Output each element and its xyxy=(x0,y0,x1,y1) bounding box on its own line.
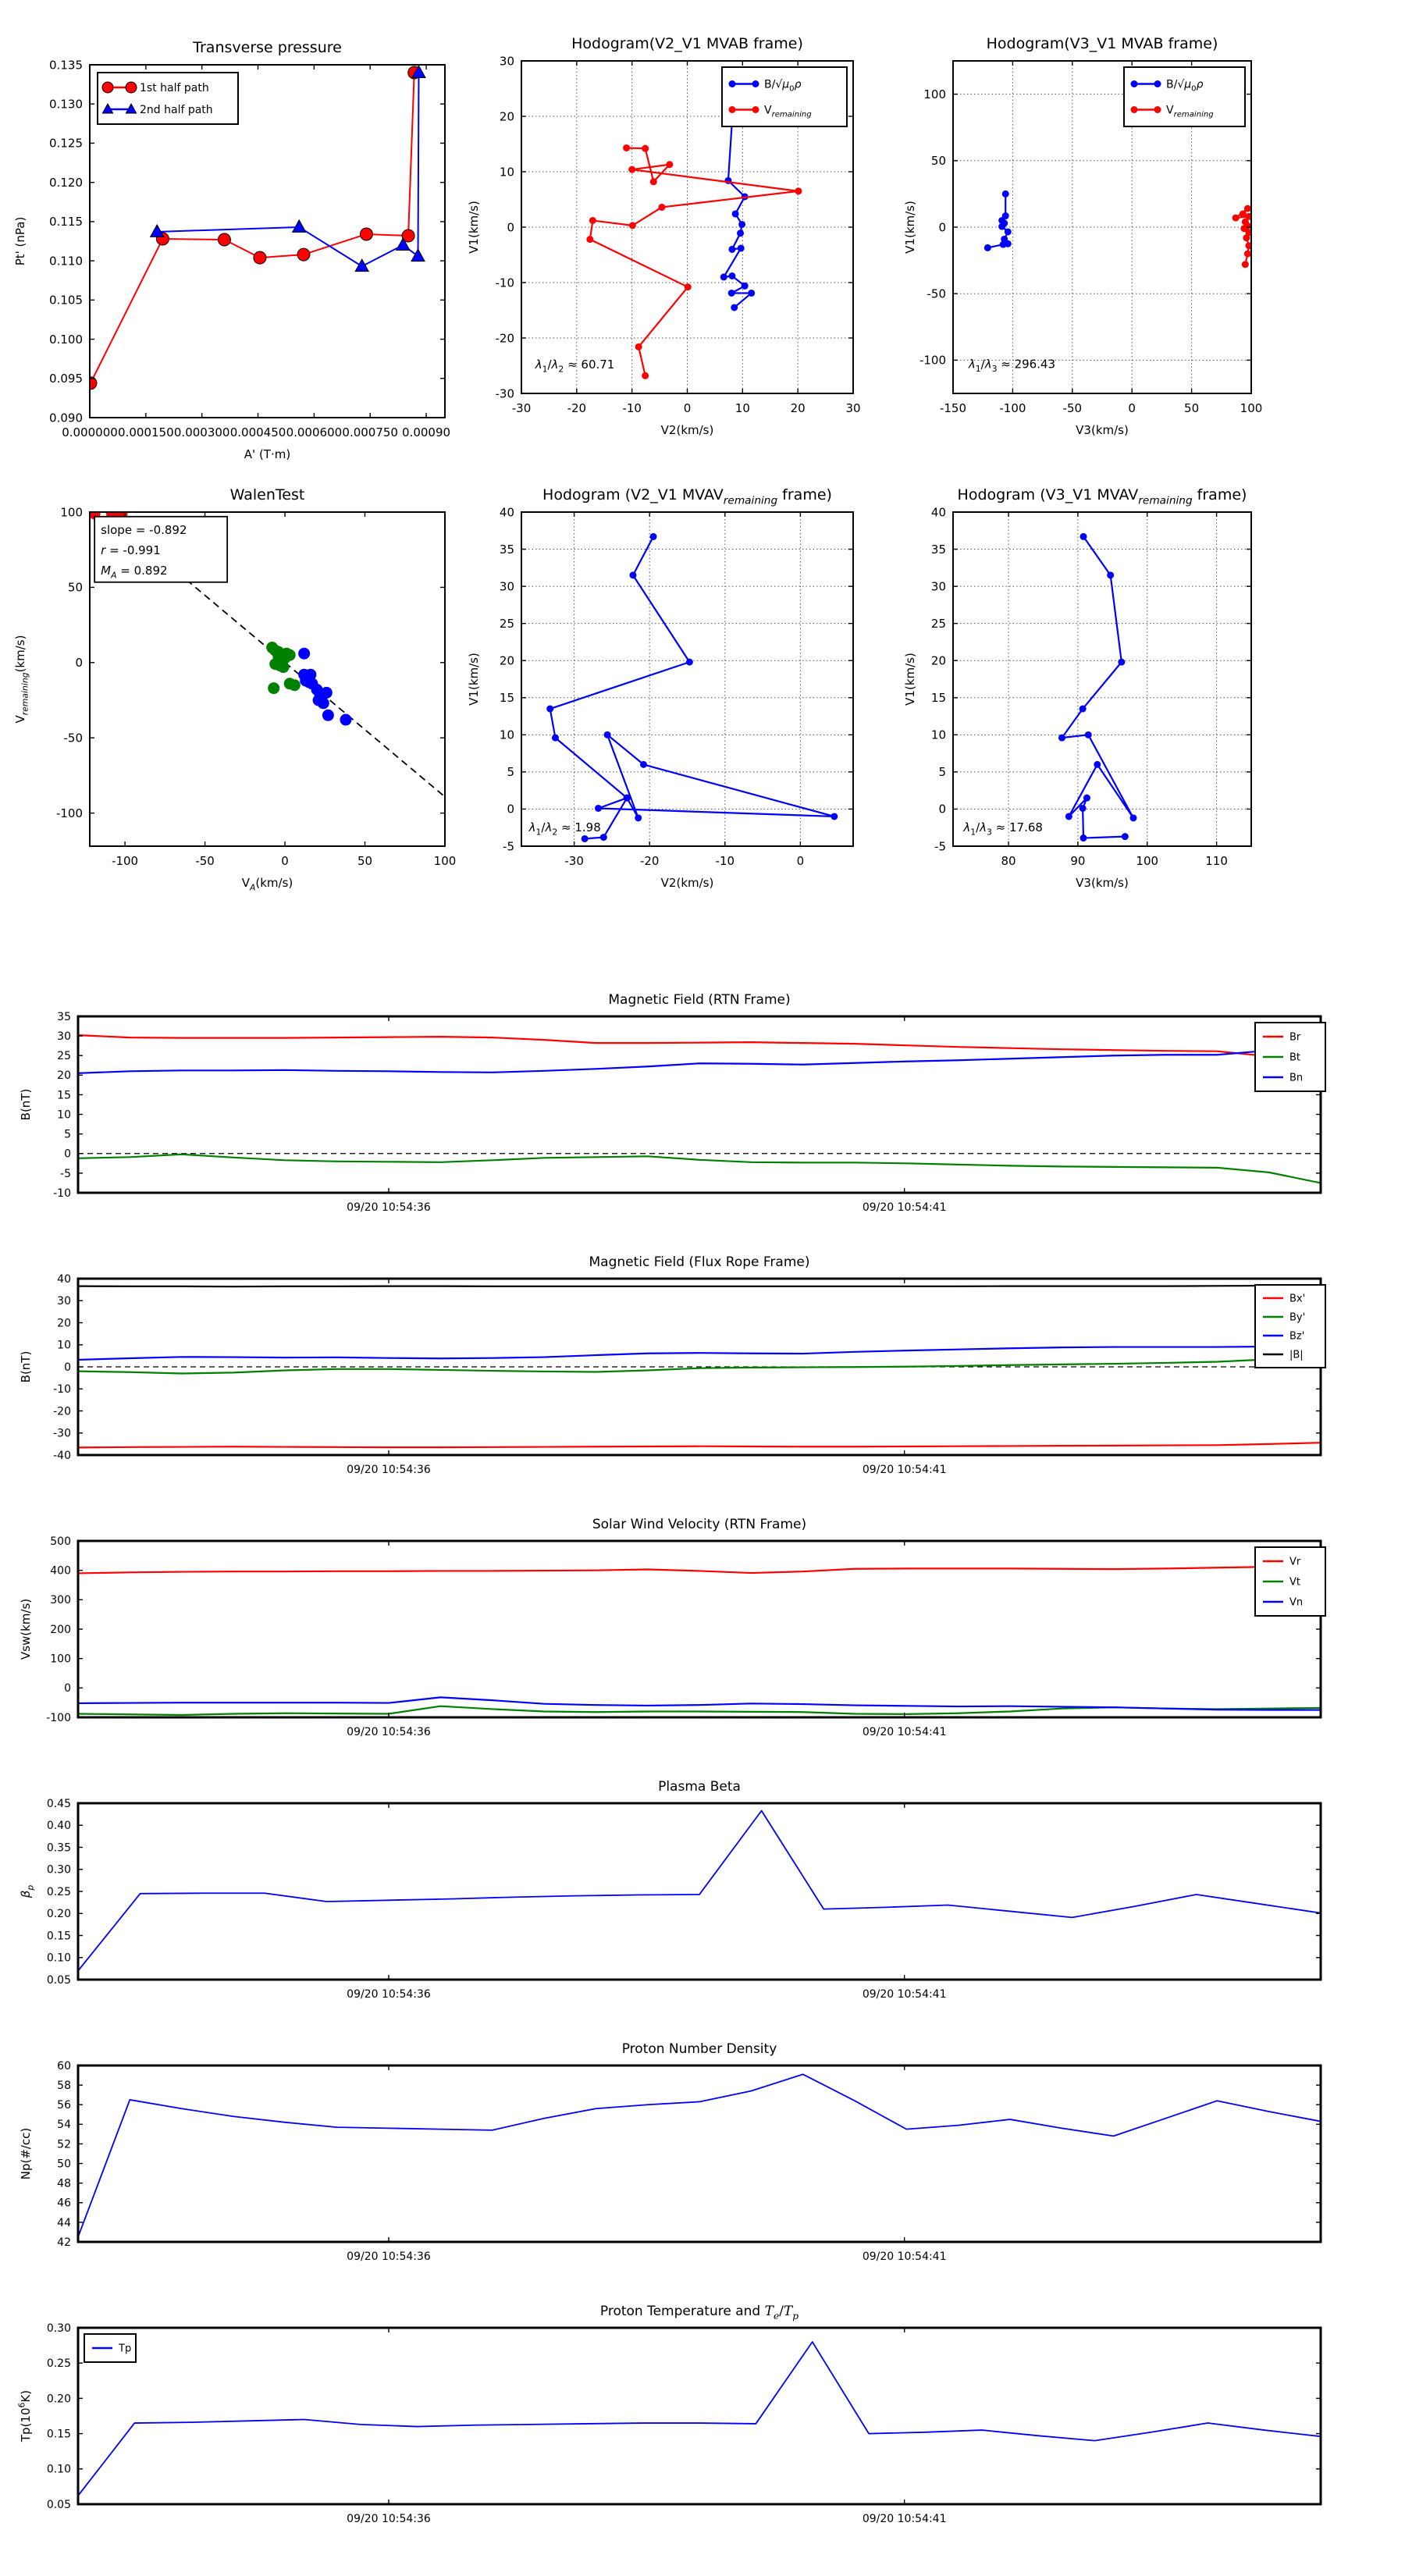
chart-walen-test xyxy=(0,462,468,937)
svg-text:0.10: 0.10 xyxy=(46,1952,71,1965)
svg-text:20: 20 xyxy=(57,1069,71,1083)
svg-text:20: 20 xyxy=(930,653,946,668)
svg-text:Transverse pressure: Transverse pressure xyxy=(193,39,342,56)
svg-text:0: 0 xyxy=(938,220,946,235)
svg-text:0.15: 0.15 xyxy=(46,1930,71,1943)
svg-text:V3(km/s): V3(km/s) xyxy=(1076,876,1129,890)
svg-text:35: 35 xyxy=(930,542,946,557)
svg-text:-100: -100 xyxy=(112,854,139,868)
svg-text:50: 50 xyxy=(67,580,83,595)
svg-text:110: 110 xyxy=(1205,854,1228,868)
svg-text:Proton Temperature and Te/Tp: Proton Temperature and $T_e/T_p$ xyxy=(599,2304,799,2322)
svg-text:-150: -150 xyxy=(939,401,967,415)
svg-text:0.090: 0.090 xyxy=(49,411,83,425)
svg-text:-20: -20 xyxy=(567,401,587,415)
svg-text:52: 52 xyxy=(57,2138,71,2151)
svg-text:-100: -100 xyxy=(55,806,83,820)
svg-text:Hodogram(V3_V1 MVAB frame): Hodogram(V3_V1 MVAB frame) xyxy=(986,35,1218,52)
svg-text:-10: -10 xyxy=(715,854,735,868)
svg-text:λ1/λ2 ≈ 60.71: $\lambda_1/\lambda_2 \approx 60.71$ xyxy=(535,358,615,375)
svg-text:0: 0 xyxy=(75,656,83,671)
svg-text:B(nT): B(nT) xyxy=(19,1088,33,1121)
svg-text:Vn: Vn xyxy=(1289,1596,1304,1609)
svg-text:15: 15 xyxy=(57,1089,71,1102)
svg-text:WalenTest: WalenTest xyxy=(229,486,305,503)
svg-text:V1(km/s): V1(km/s) xyxy=(467,201,481,254)
svg-text:5: 5 xyxy=(938,765,946,780)
svg-text:09/20 10:54:36: 09/20 10:54:36 xyxy=(347,1988,431,2001)
svg-text:0.110: 0.110 xyxy=(49,254,83,269)
svg-text:10: 10 xyxy=(499,728,514,742)
svg-text:-40: -40 xyxy=(53,1449,71,1462)
svg-text:0.135: 0.135 xyxy=(49,58,83,73)
svg-text:-100: -100 xyxy=(999,401,1026,415)
svg-text:100: 100 xyxy=(60,505,83,520)
svg-text:09/20 10:54:41: 09/20 10:54:41 xyxy=(862,2513,947,2525)
svg-text:09/20 10:54:36: 09/20 10:54:36 xyxy=(347,1464,431,1476)
svg-text:-50: -50 xyxy=(63,731,83,745)
svg-text:09/20 10:54:41: 09/20 10:54:41 xyxy=(862,1464,947,1476)
svg-text:0.05: 0.05 xyxy=(46,1973,71,1987)
svg-text:Hodogram(V2_V1 MVAB frame): Hodogram(V2_V1 MVAB frame) xyxy=(571,35,803,52)
svg-text:5: 5 xyxy=(64,1128,71,1141)
svg-text:40: 40 xyxy=(930,505,946,520)
svg-text:100: 100 xyxy=(923,87,946,101)
svg-text:35: 35 xyxy=(499,542,514,557)
svg-text:-100: -100 xyxy=(46,1711,71,1724)
svg-text:56: 56 xyxy=(57,2099,71,2112)
svg-text:0.00090: 0.00090 xyxy=(402,425,451,439)
svg-text:15: 15 xyxy=(499,691,514,706)
svg-text:Vremaining: $V_{remaining}$ xyxy=(1166,104,1214,119)
svg-text:0.000750: 0.000750 xyxy=(342,425,398,439)
chart-proton-number-density xyxy=(0,2017,1405,2279)
svg-text:100: 100 xyxy=(50,1653,71,1666)
svg-text:30: 30 xyxy=(845,401,861,415)
svg-text:48: 48 xyxy=(57,2177,71,2190)
svg-text:0.35: 0.35 xyxy=(46,1841,71,1855)
svg-text:1st half path: 1st half path xyxy=(140,81,209,94)
chart-hodogram-v2v1-mvab xyxy=(453,6,921,459)
chart-hodogram-v3v1-mvab xyxy=(905,6,1405,459)
svg-text:54: 54 xyxy=(57,2119,71,2132)
svg-text:42: 42 xyxy=(57,2236,71,2249)
svg-text:25: 25 xyxy=(930,616,946,631)
chart-mag-field-flux-rope xyxy=(0,1230,1405,1493)
svg-text:Vt: Vt xyxy=(1289,1576,1300,1589)
svg-text:0.45: 0.45 xyxy=(46,1797,71,1810)
svg-text:λ1/λ3 ≈ 17.68: $\lambda_1/\lambda_3 \approx 17.68$ xyxy=(963,820,1043,838)
svg-text:-20: -20 xyxy=(639,854,660,868)
svg-text:09/20 10:54:41: 09/20 10:54:41 xyxy=(862,2250,947,2263)
svg-text:09/20 10:54:36: 09/20 10:54:36 xyxy=(347,2250,431,2263)
svg-text:10: 10 xyxy=(930,728,946,742)
svg-text:Pt' (nPa): Pt' (nPa) xyxy=(13,216,27,266)
svg-text:50: 50 xyxy=(357,854,373,868)
chart-hodogram-v3v1-mvav xyxy=(905,462,1405,937)
svg-text:λ1/λ2 ≈ 1.98: $\lambda_1/\lambda_2 \approx 1.98$ xyxy=(528,820,601,838)
svg-text:Bz': Bz' xyxy=(1289,1330,1305,1343)
svg-text:V3(km/s): V3(km/s) xyxy=(1076,423,1129,437)
svg-text:0.100: 0.100 xyxy=(49,332,83,347)
svg-text:Bt: Bt xyxy=(1289,1051,1301,1064)
svg-text:0: 0 xyxy=(64,1361,71,1374)
svg-text:10: 10 xyxy=(499,165,514,180)
chart-hodogram-v2v1-mvav xyxy=(453,462,921,937)
svg-text:VA(km/s): $V_A(km/s)$ xyxy=(241,876,293,893)
svg-text:30: 30 xyxy=(57,1030,71,1044)
svg-text:-20: -20 xyxy=(53,1405,71,1418)
svg-text:0.20: 0.20 xyxy=(46,1908,71,1921)
svg-text:Tp: Tp xyxy=(119,2343,132,2355)
svg-text:0.25: 0.25 xyxy=(46,2357,71,2371)
svg-text:09/20 10:54:36: 09/20 10:54:36 xyxy=(347,2513,431,2525)
svg-text:20: 20 xyxy=(57,1317,71,1330)
svg-text:r = -0.991: r = -0.991 xyxy=(101,543,161,558)
svg-text:0: 0 xyxy=(683,401,692,415)
svg-text:09/20 10:54:41: 09/20 10:54:41 xyxy=(862,1726,947,1738)
svg-text:100: 100 xyxy=(433,854,457,868)
svg-text:0.000150: 0.000150 xyxy=(118,425,174,439)
svg-text:-10: -10 xyxy=(622,401,642,415)
svg-text:Hodogram (V3_V1 MVAVremaining: Hodogram (V3_V1 $MVAV_{remaining}$ frame) xyxy=(957,486,1247,507)
chart-plasma-beta xyxy=(0,1755,1405,2017)
svg-text:0: 0 xyxy=(1128,401,1136,415)
svg-text:25: 25 xyxy=(499,616,514,631)
svg-text:Hodogram (V2_V1 MVAVremaining: Hodogram (V2_V1 $MVAV_{remaining}$ frame) xyxy=(542,486,832,507)
svg-text:B(nT): B(nT) xyxy=(19,1350,33,1383)
svg-text:Np(#/cc): Np(#/cc) xyxy=(19,2127,33,2180)
svg-text:0.095: 0.095 xyxy=(49,372,83,386)
svg-text:0.115: 0.115 xyxy=(49,215,83,229)
chart-transverse-pressure xyxy=(0,6,468,459)
svg-text:0.000600: 0.000600 xyxy=(286,425,343,439)
chart-solar-wind-velocity xyxy=(0,1493,1405,1755)
svg-text:15: 15 xyxy=(930,691,946,706)
chart-proton-temperature xyxy=(0,2279,1405,2542)
svg-text:Vremaining: $V_{remaining}$ xyxy=(764,104,812,119)
svg-text:-50: -50 xyxy=(927,286,946,301)
svg-text:-30: -30 xyxy=(495,386,514,401)
svg-text:50: 50 xyxy=(57,2158,71,2171)
svg-text:40: 40 xyxy=(499,505,514,520)
svg-text:0.30: 0.30 xyxy=(46,1863,71,1877)
svg-text:2nd half path: 2nd half path xyxy=(140,103,213,116)
svg-text:200: 200 xyxy=(50,1623,71,1636)
svg-text:-30: -30 xyxy=(564,854,584,868)
svg-text:0.125: 0.125 xyxy=(49,136,83,151)
svg-text:By': By' xyxy=(1289,1311,1306,1324)
svg-text:V1(km/s): V1(km/s) xyxy=(903,653,917,706)
svg-text:100: 100 xyxy=(1240,401,1263,415)
svg-text:-100: -100 xyxy=(919,353,946,368)
svg-text:A' (T·m): A' (T·m) xyxy=(244,447,291,461)
svg-text:0.130: 0.130 xyxy=(49,97,83,112)
svg-text:30: 30 xyxy=(499,54,514,69)
svg-text:5: 5 xyxy=(507,765,514,780)
svg-text:λ1/λ3 ≈ 296.43: $\lambda_1/\lambda_3 \approx 296.43$ xyxy=(968,357,1056,375)
svg-text:-5: -5 xyxy=(934,839,946,854)
svg-text:Br: Br xyxy=(1289,1031,1301,1044)
svg-text:09/20 10:54:36: 09/20 10:54:36 xyxy=(347,1726,431,1738)
svg-text:20: 20 xyxy=(790,401,806,415)
svg-text:35: 35 xyxy=(57,1010,71,1023)
svg-text:58: 58 xyxy=(57,2080,71,2093)
svg-text:30: 30 xyxy=(930,579,946,594)
svg-text:0: 0 xyxy=(281,854,289,868)
svg-text:25: 25 xyxy=(57,1050,71,1063)
svg-text:80: 80 xyxy=(1001,854,1016,868)
svg-text:10: 10 xyxy=(735,401,750,415)
svg-text:V2(km/s): V2(km/s) xyxy=(660,423,714,437)
svg-text:0: 0 xyxy=(64,1682,71,1695)
svg-text:-30: -30 xyxy=(53,1427,71,1440)
svg-text:Vremaining(km/s): $V_{remaining}(km/s)$ xyxy=(13,635,30,724)
svg-text:0.15: 0.15 xyxy=(46,2428,71,2441)
svg-text:40: 40 xyxy=(57,1272,71,1286)
svg-text:V1(km/s): V1(km/s) xyxy=(903,201,917,254)
svg-text:V2(km/s): V2(km/s) xyxy=(660,876,714,890)
svg-text:0.30: 0.30 xyxy=(46,2322,71,2335)
svg-text:-5: -5 xyxy=(60,1167,71,1180)
svg-text:-50: -50 xyxy=(195,854,215,868)
svg-text:-50: -50 xyxy=(1062,401,1083,415)
svg-text:Magnetic Field (RTN Frame): Magnetic Field (RTN Frame) xyxy=(608,992,791,1008)
svg-text:-10: -10 xyxy=(53,1383,71,1397)
svg-text:60: 60 xyxy=(57,2059,71,2073)
svg-text:0: 0 xyxy=(507,802,514,817)
svg-text:slope = -0.892: slope = -0.892 xyxy=(101,523,187,538)
svg-text:B/√μ0ρ: $B/√\mu_0\rho$ xyxy=(764,78,802,94)
svg-text:-10: -10 xyxy=(53,1187,71,1200)
svg-text:0.000000: 0.000000 xyxy=(62,425,118,439)
svg-text:-20: -20 xyxy=(495,331,514,346)
svg-text:0: 0 xyxy=(64,1147,71,1161)
svg-text:Bn: Bn xyxy=(1289,1072,1304,1084)
chart-mag-field-rtn xyxy=(0,968,1405,1230)
svg-text:09/20 10:54:41: 09/20 10:54:41 xyxy=(862,1988,947,2001)
svg-text:0.25: 0.25 xyxy=(46,1885,71,1898)
svg-text:500: 500 xyxy=(50,1535,71,1548)
svg-text:09/20 10:54:41: 09/20 10:54:41 xyxy=(862,1201,947,1214)
svg-text:30: 30 xyxy=(57,1295,71,1308)
svg-text:0: 0 xyxy=(507,220,514,235)
svg-text:|B|: |B| xyxy=(1289,1349,1304,1361)
svg-text:B/√μ0ρ: $B/√\mu_0\rho$ xyxy=(1166,78,1204,94)
svg-text:0.10: 0.10 xyxy=(46,2463,71,2476)
svg-text:10: 10 xyxy=(57,1339,71,1352)
svg-text:Tp(106K): $Tp(10^6K)$ xyxy=(16,2389,33,2443)
svg-text:V1(km/s): V1(km/s) xyxy=(467,653,481,706)
svg-text:Solar Wind Velocity (RTN Frame: Solar Wind Velocity (RTN Frame) xyxy=(592,1517,807,1532)
svg-text:0.120: 0.120 xyxy=(49,175,83,190)
svg-text:Proton Number Density: Proton Number Density xyxy=(621,2041,777,2057)
svg-text:0.000450: 0.000450 xyxy=(229,425,286,439)
svg-text:Vr: Vr xyxy=(1289,1556,1301,1568)
svg-text:100: 100 xyxy=(1136,854,1159,868)
svg-text:-30: -30 xyxy=(511,401,532,415)
svg-text:50: 50 xyxy=(1184,401,1200,415)
svg-text:0.05: 0.05 xyxy=(46,2498,71,2511)
svg-text:-10: -10 xyxy=(495,276,514,290)
svg-text:0.40: 0.40 xyxy=(46,1820,71,1833)
svg-text:20: 20 xyxy=(499,653,514,668)
svg-text:20: 20 xyxy=(499,109,514,124)
svg-text:0.105: 0.105 xyxy=(49,293,83,308)
svg-text:0.20: 0.20 xyxy=(46,2393,71,2406)
svg-text:βp: $\beta_p$ xyxy=(19,1884,36,1898)
svg-text:90: 90 xyxy=(1070,854,1086,868)
svg-text:Bx': Bx' xyxy=(1289,1293,1306,1305)
svg-text:MA = 0.892: $M_A = 0.892$ xyxy=(101,564,168,581)
svg-text:0: 0 xyxy=(938,802,946,817)
svg-text:10: 10 xyxy=(57,1108,71,1122)
svg-text:30: 30 xyxy=(499,579,514,594)
svg-text:0.000300: 0.000300 xyxy=(173,425,230,439)
svg-text:44: 44 xyxy=(57,2216,71,2229)
svg-text:400: 400 xyxy=(50,1564,71,1578)
svg-text:-5: -5 xyxy=(503,839,514,854)
svg-text:Plasma Beta: Plasma Beta xyxy=(658,1779,741,1795)
svg-text:0: 0 xyxy=(796,854,805,868)
svg-text:50: 50 xyxy=(930,154,946,169)
svg-text:46: 46 xyxy=(57,2197,71,2210)
svg-text:09/20 10:54:36: 09/20 10:54:36 xyxy=(347,1201,431,1214)
svg-text:Vsw(km/s): Vsw(km/s) xyxy=(19,1598,33,1660)
svg-text:300: 300 xyxy=(50,1594,71,1607)
svg-text:Magnetic Field (Flux Rope Fram: Magnetic Field (Flux Rope Frame) xyxy=(589,1254,810,1270)
